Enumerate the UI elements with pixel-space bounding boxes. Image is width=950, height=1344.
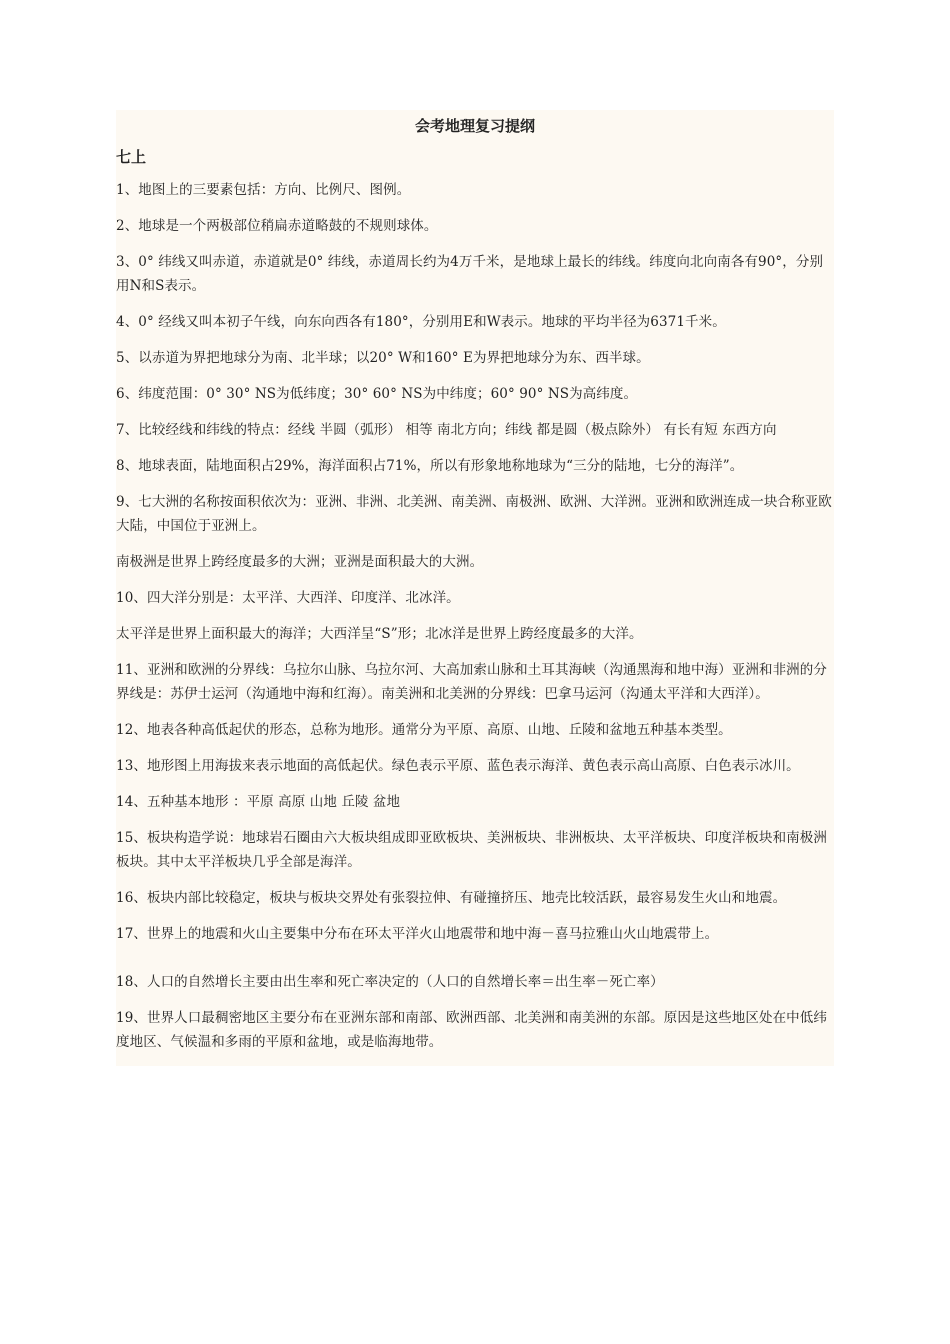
list-item: 18、人口的自然增长主要由出生率和死亡率决定的（人口的自然增长率＝出生率－死亡率）	[116, 974, 664, 990]
spacer	[116, 958, 834, 970]
list-item: 南极洲是世界上跨经度最多的大洲；亚洲是面积最大的大洲。	[116, 554, 484, 570]
list-item: 8、地球表面，陆地面积占29%，海洋面积占71%，所以有形象地称地球为“三分的陆地，七分的海洋”。	[116, 458, 744, 474]
list-item: 11、亚洲和欧洲的分界线：乌拉尔山脉、乌拉尔河、大高加索山脉和土耳其海峡（沟通黑海和地中海）亚洲和非洲的分界线是：苏伊士运河（沟通地中海和红海）。南美洲和北美洲的分界线：巴拿马运河（沟通太平洋和大西洋）。	[116, 662, 827, 702]
list-item: 9、七大洲的名称按面积依次为：亚洲、非洲、北美洲、南美洲、南极洲、欧洲、大洋洲。亚洲和欧洲连成一块合称亚欧大陆，中国位于亚洲上。	[116, 494, 832, 534]
list-item: 太平洋是世界上面积最大的海洋；大西洋呈“S”形；北冰洋是世界上跨经度最多的大洋。	[116, 626, 643, 642]
list-item: 14、五种基本地形 ：平原 高原 山地 丘陵 盆地	[116, 794, 401, 810]
list-item: 10、四大洋分别是：太平洋、大西洋、印度洋、北冰洋。	[116, 590, 460, 606]
list-item: 16、板块内部比较稳定，板块与板块交界处有张裂拉伸、有碰撞挤压、地壳比较活跃，最容易发生火山和地震。	[116, 890, 787, 906]
list-item: 2、地球是一个两极部位稍扁赤道略鼓的不规则球体。	[116, 218, 438, 234]
section-heading: 七上	[116, 148, 147, 166]
list-item: 6、纬度范围：0° 30° NS为低纬度；30° 60° NS为中纬度；60° 90° NS为高纬度。	[116, 386, 638, 402]
list-item: 12、地表各种高低起伏的形态，总称为地形。通常分为平原、高原、山地、丘陵和盆地五种基本类型。	[116, 722, 732, 738]
list-item: 1、地图上的三要素包括：方向、比例尺、图例。	[116, 182, 411, 198]
list-item: 17、世界上的地震和火山主要集中分布在环太平洋火山地震带和地中海－喜马拉雅山火山地震带上。	[116, 926, 719, 942]
document-body	[116, 110, 834, 1066]
list-item: 7、比较经线和纬线的特点：经线 半圆（弧形） 相等 南北方向；纬线 都是圆（极点除外） 有长有短 东西方向	[116, 422, 777, 438]
document-title: 会考地理复习提纲	[414, 117, 535, 135]
list-item: 4、0° 经线又叫本初子午线，向东向西各有180°，分别用E和W表示。地球的平均半径为6371千米。	[116, 314, 726, 330]
list-item: 3、0° 纬线又叫赤道，赤道就是0° 纬线，赤道周长约为4万千米，是地球上最长的纬线。纬度向北向南各有90°，分别用N和S表示。	[116, 254, 824, 294]
list-item: 19、世界人口最稠密地区主要分布在亚洲东部和南部、欧洲西部、北美洲和南美洲的东部。原因是这些地区处在中低纬度地区、气候温和多雨的平原和盆地，或是临海地带。	[116, 1010, 827, 1050]
list-item: 13、地形图上用海拔来表示地面的高低起伏。绿色表示平原、蓝色表示海洋、黄色表示高山高原、白色表示冰川。	[116, 758, 800, 774]
list-item: 15、板块构造学说：地球岩石圈由六大板块组成即亚欧板块、美洲板块、非洲板块、太平洋板块、印度洋板块和南极洲板块。其中太平洋板块几乎全部是海洋。	[116, 830, 827, 870]
list-item: 5、以赤道为界把地球分为南、北半球；以20° W和160° E为界把地球分为东、西半球。	[116, 350, 650, 366]
